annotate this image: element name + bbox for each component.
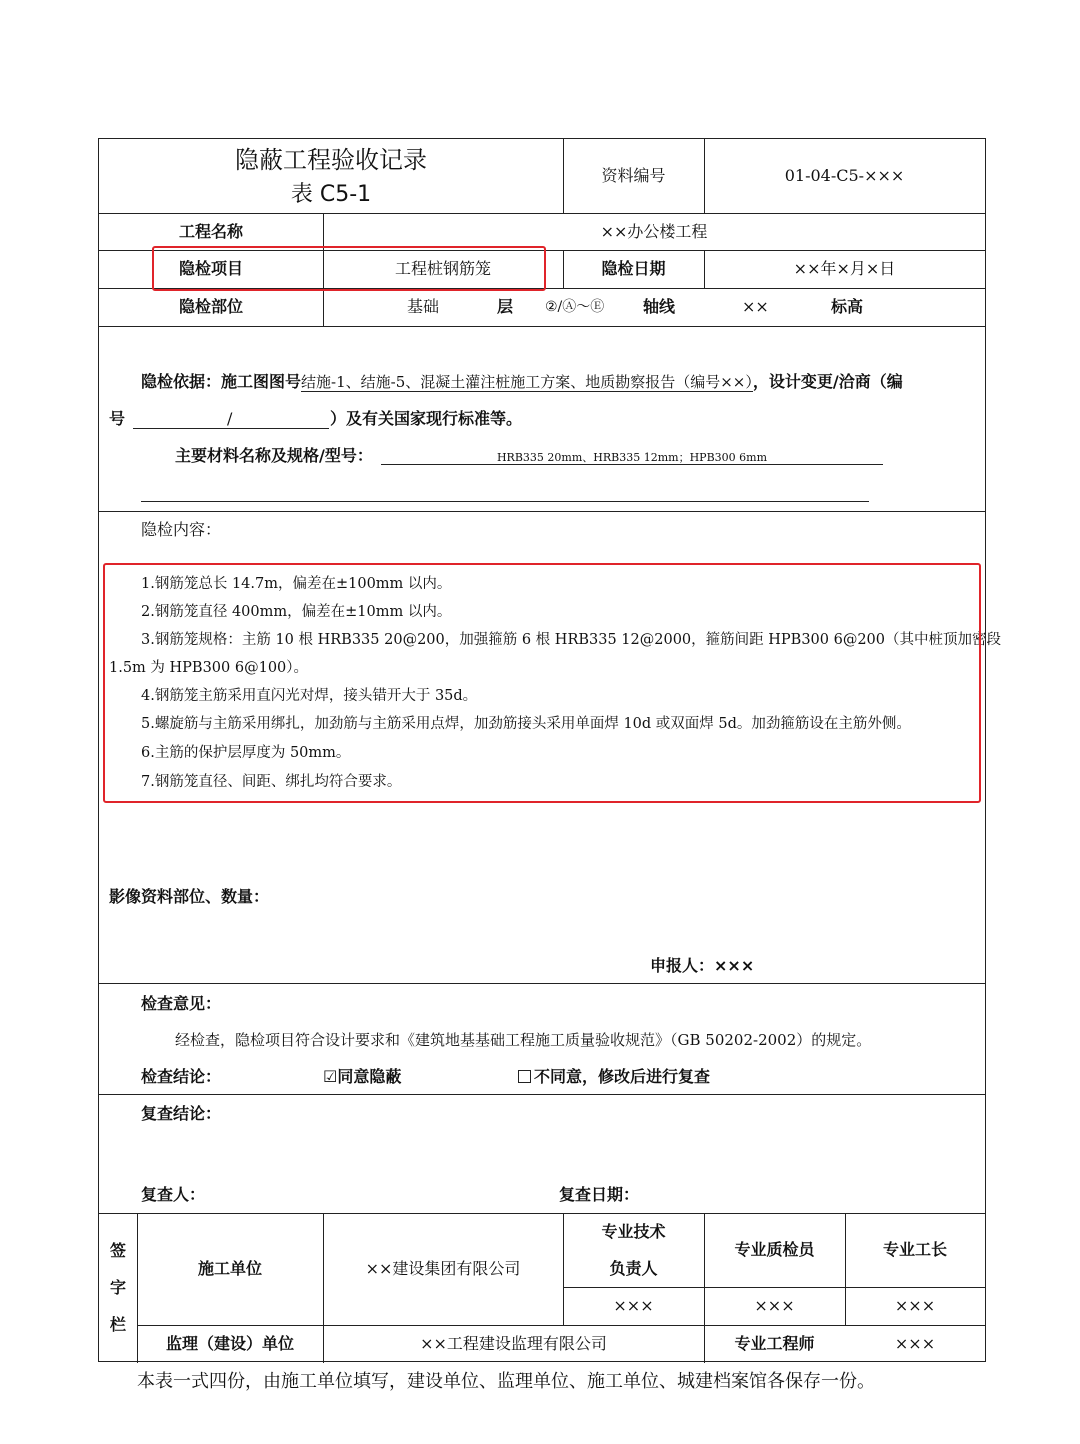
row-divider xyxy=(99,1213,985,1214)
elevation-value: ×× xyxy=(742,297,769,316)
content-item: 7.钢筋笼直径、间距、绑扎均符合要求。 xyxy=(141,774,402,790)
agree-option[interactable] xyxy=(323,1067,401,1087)
highlight-box-inspection-item xyxy=(152,246,546,291)
inspection-item-label: 隐检项目 xyxy=(178,259,243,278)
footer-note: 本表一式四份，由施工单位填写，建设单位、监理单位、施工单位、城建档案馆各保存一份。 xyxy=(137,1371,875,1392)
materials-value: HRB335 20mm、HRB335 12mm；HPB300 6mm xyxy=(496,451,768,464)
supervision-unit-value: ××工程建设监理有限公司 xyxy=(420,1334,607,1353)
form-title: 隐蔽工程验收记录 xyxy=(235,146,427,174)
qc-inspector-signature: ××× xyxy=(754,1296,795,1315)
table-number: 表 C5-1 xyxy=(290,182,372,207)
image-info-label: 影像资料部位、数量： xyxy=(109,887,270,906)
axis-value: ②/Ⓐ～Ⓔ xyxy=(545,299,605,315)
basis-drawings: 结施-1、结施-5、混凝土灌注桩施工方案、地质勘察报告（编号××） xyxy=(301,373,753,391)
row-divider xyxy=(99,1094,985,1095)
foreman-label: 专业工长 xyxy=(882,1240,947,1259)
qc-inspector-label: 专业质检员 xyxy=(734,1240,815,1259)
reporter: 申报人：××× xyxy=(650,956,755,975)
basis-line-1 xyxy=(141,372,903,392)
row-divider xyxy=(137,1325,985,1326)
axis-label: 轴线 xyxy=(643,297,676,316)
blank-underline xyxy=(141,501,869,502)
change-no-slash: / xyxy=(227,409,233,428)
inspection-location-label: 隐检部位 xyxy=(178,297,243,316)
content-item: 5.螺旋筋与主筋采用绑扎，加劲筋与主筋采用点焊，加劲筋接头采用单面焊 10d 或双面焊 5d。加劲箍筋设在主筋外侧。 xyxy=(141,716,911,732)
foreman-signature: ××× xyxy=(894,1296,936,1315)
inspection-date-value: ××年×月×日 xyxy=(793,259,896,278)
sign-section-char: 字 xyxy=(109,1278,126,1297)
tech-lead-label-2: 负责人 xyxy=(609,1259,658,1278)
basis-prefix: 隐检依据：施工图图号 xyxy=(141,372,302,391)
row-divider xyxy=(99,213,985,214)
project-name-label: 工程名称 xyxy=(178,222,243,241)
content-label: 隐检内容： xyxy=(141,520,222,539)
materials-label: 主要材料名称及规格/型号： xyxy=(175,446,373,465)
check-conclusion-label: 检查结论： xyxy=(141,1067,222,1086)
disagree-option[interactable] xyxy=(518,1067,710,1087)
basis-suffix: ，设计变更/洽商（编 xyxy=(752,372,903,391)
construction-unit-value: ××建设集团有限公司 xyxy=(365,1259,521,1278)
content-item: 1.5m 为 HPB300 6@100）。 xyxy=(109,660,309,676)
construction-unit-label: 施工单位 xyxy=(197,1259,262,1278)
checked-box-icon: ☑ xyxy=(323,1067,338,1086)
row-divider xyxy=(99,511,985,512)
engineer-signature: ××× xyxy=(894,1334,936,1353)
supervision-unit-label: 监理（建设）单位 xyxy=(165,1334,294,1353)
inspection-date-label: 隐检日期 xyxy=(601,259,666,278)
row-divider xyxy=(563,1287,985,1288)
inspection-item-value: 工程桩钢筋笼 xyxy=(394,259,491,278)
check-opinion-label: 检查意见： xyxy=(141,994,222,1013)
row-divider xyxy=(99,326,985,327)
doc-no-value: 01-04-C5-××× xyxy=(784,166,905,185)
sign-section-char: 签 xyxy=(109,1241,126,1260)
tech-lead-signature: ××× xyxy=(613,1296,654,1315)
engineer-label: 专业工程师 xyxy=(734,1334,815,1353)
row-divider xyxy=(99,983,985,984)
review-date-label: 复查日期： xyxy=(559,1185,640,1204)
content-item: 6.主筋的保护层厚度为 50mm。 xyxy=(141,745,351,761)
content-item: 3.钢筋笼规格：主筋 10 根 HRB335 20@200，加强箍筋 6 根 HRB335 12@2000，箍筋间距 HPB300 6@200（其中桩顶加密段 xyxy=(141,632,1002,648)
review-conclusion-label: 复查结论： xyxy=(141,1104,222,1123)
content-item: 1.钢筋笼总长 14.7m，偏差在±100mm 以内。 xyxy=(141,576,452,592)
tech-lead-label-1: 专业技术 xyxy=(601,1222,666,1241)
project-name-value: ××办公楼工程 xyxy=(600,222,708,241)
reviewer-label: 复查人： xyxy=(141,1185,206,1204)
content-item: 4.钢筋笼主筋采用直闪光对焊，接头错开大于 35d。 xyxy=(141,688,478,704)
floor-label: 层 xyxy=(497,297,514,316)
doc-no-label: 资料编号 xyxy=(601,166,666,185)
disagree-label: 不同意，修改后进行复查 xyxy=(534,1067,711,1086)
highlight-box-content xyxy=(103,563,981,803)
agree-label: 同意隐蔽 xyxy=(337,1067,402,1086)
unchecked-box-icon xyxy=(518,1070,531,1083)
content-item: 2.钢筋笼直径 400mm，偏差在±10mm 以内。 xyxy=(141,604,452,620)
elevation-label: 标高 xyxy=(831,297,864,316)
check-opinion-text: 经检查，隐检项目符合设计要求和《建筑地基基础工程施工质量验收规范》（GB 50202-2002）的规定。 xyxy=(175,1031,872,1049)
basis-line2-suffix: ）及有关国家现行标准等。 xyxy=(330,409,523,428)
sign-section-char: 栏 xyxy=(109,1315,126,1334)
basis-line2-prefix: 号 xyxy=(109,409,126,428)
floor-value: 基础 xyxy=(407,297,440,316)
